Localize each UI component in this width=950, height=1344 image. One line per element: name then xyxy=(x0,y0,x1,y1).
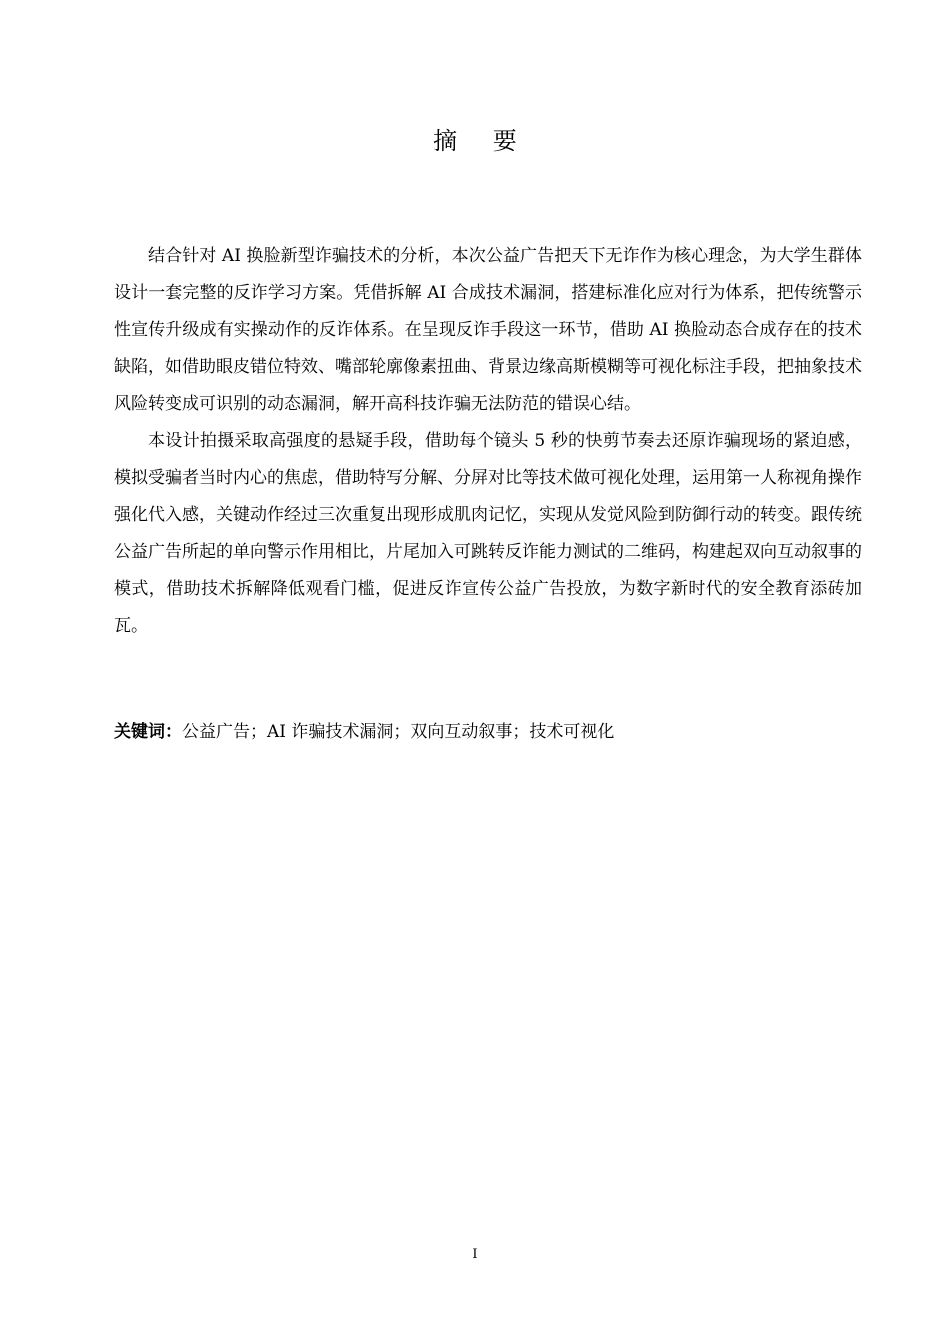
abstract-body xyxy=(114,238,862,645)
abstract-paragraph-1: 结合针对 AI 换脸新型诈骗技术的分析，本次公益广告把天下无诈作为核心理念，为大学生群体设计一套完整的反诈学习方案。凭借拆解 AI 合成技术漏洞，搭建标准化应对行为体系，把传统警示性宣传升级成有实操动作的反诈体系。在呈现反诈手段这一环节，借助 AI 换脸动态合成存在的技术缺陷，如借助眼皮错位特效、嘴部轮廓像素扭曲、背景边缘高斯模糊等可视化标注手段，把抽象技术风险转变成可识别的动态漏洞，解开高科技诈骗无法防范的错误心结。 xyxy=(114,246,862,414)
page-number: I xyxy=(472,1247,478,1262)
abstract-paragraph-2: 本设计拍摄采取高强度的悬疑手段，借助每个镜头 5 秒的快剪节奏去还原诈骗现场的紧迫感，模拟受骗者当时内心的焦虑，借助特写分解、分屏对比等技术做可视化处理，运用第一人称视角操作强化代入感，关键动作经过三次重复出现形成肌肉记忆，实现从发觉风险到防御行动的转变。跟传统公益广告所起的单向警示作用相比，片尾加入可跳转反诈能力测试的二维码，构建起双向互动叙事的模式，借助技术拆解降低观看门槛，促进反诈宣传公益广告投放，为数字新时代的安全教育添砖加瓦。 xyxy=(114,431,862,636)
keywords-label: 关键词： xyxy=(114,722,182,742)
keywords-text: 公益广告；AI 诈骗技术漏洞；双向互动叙事；技术可视化 xyxy=(182,722,615,742)
page-title: 摘 要 xyxy=(433,127,531,155)
keywords-line xyxy=(114,714,862,751)
